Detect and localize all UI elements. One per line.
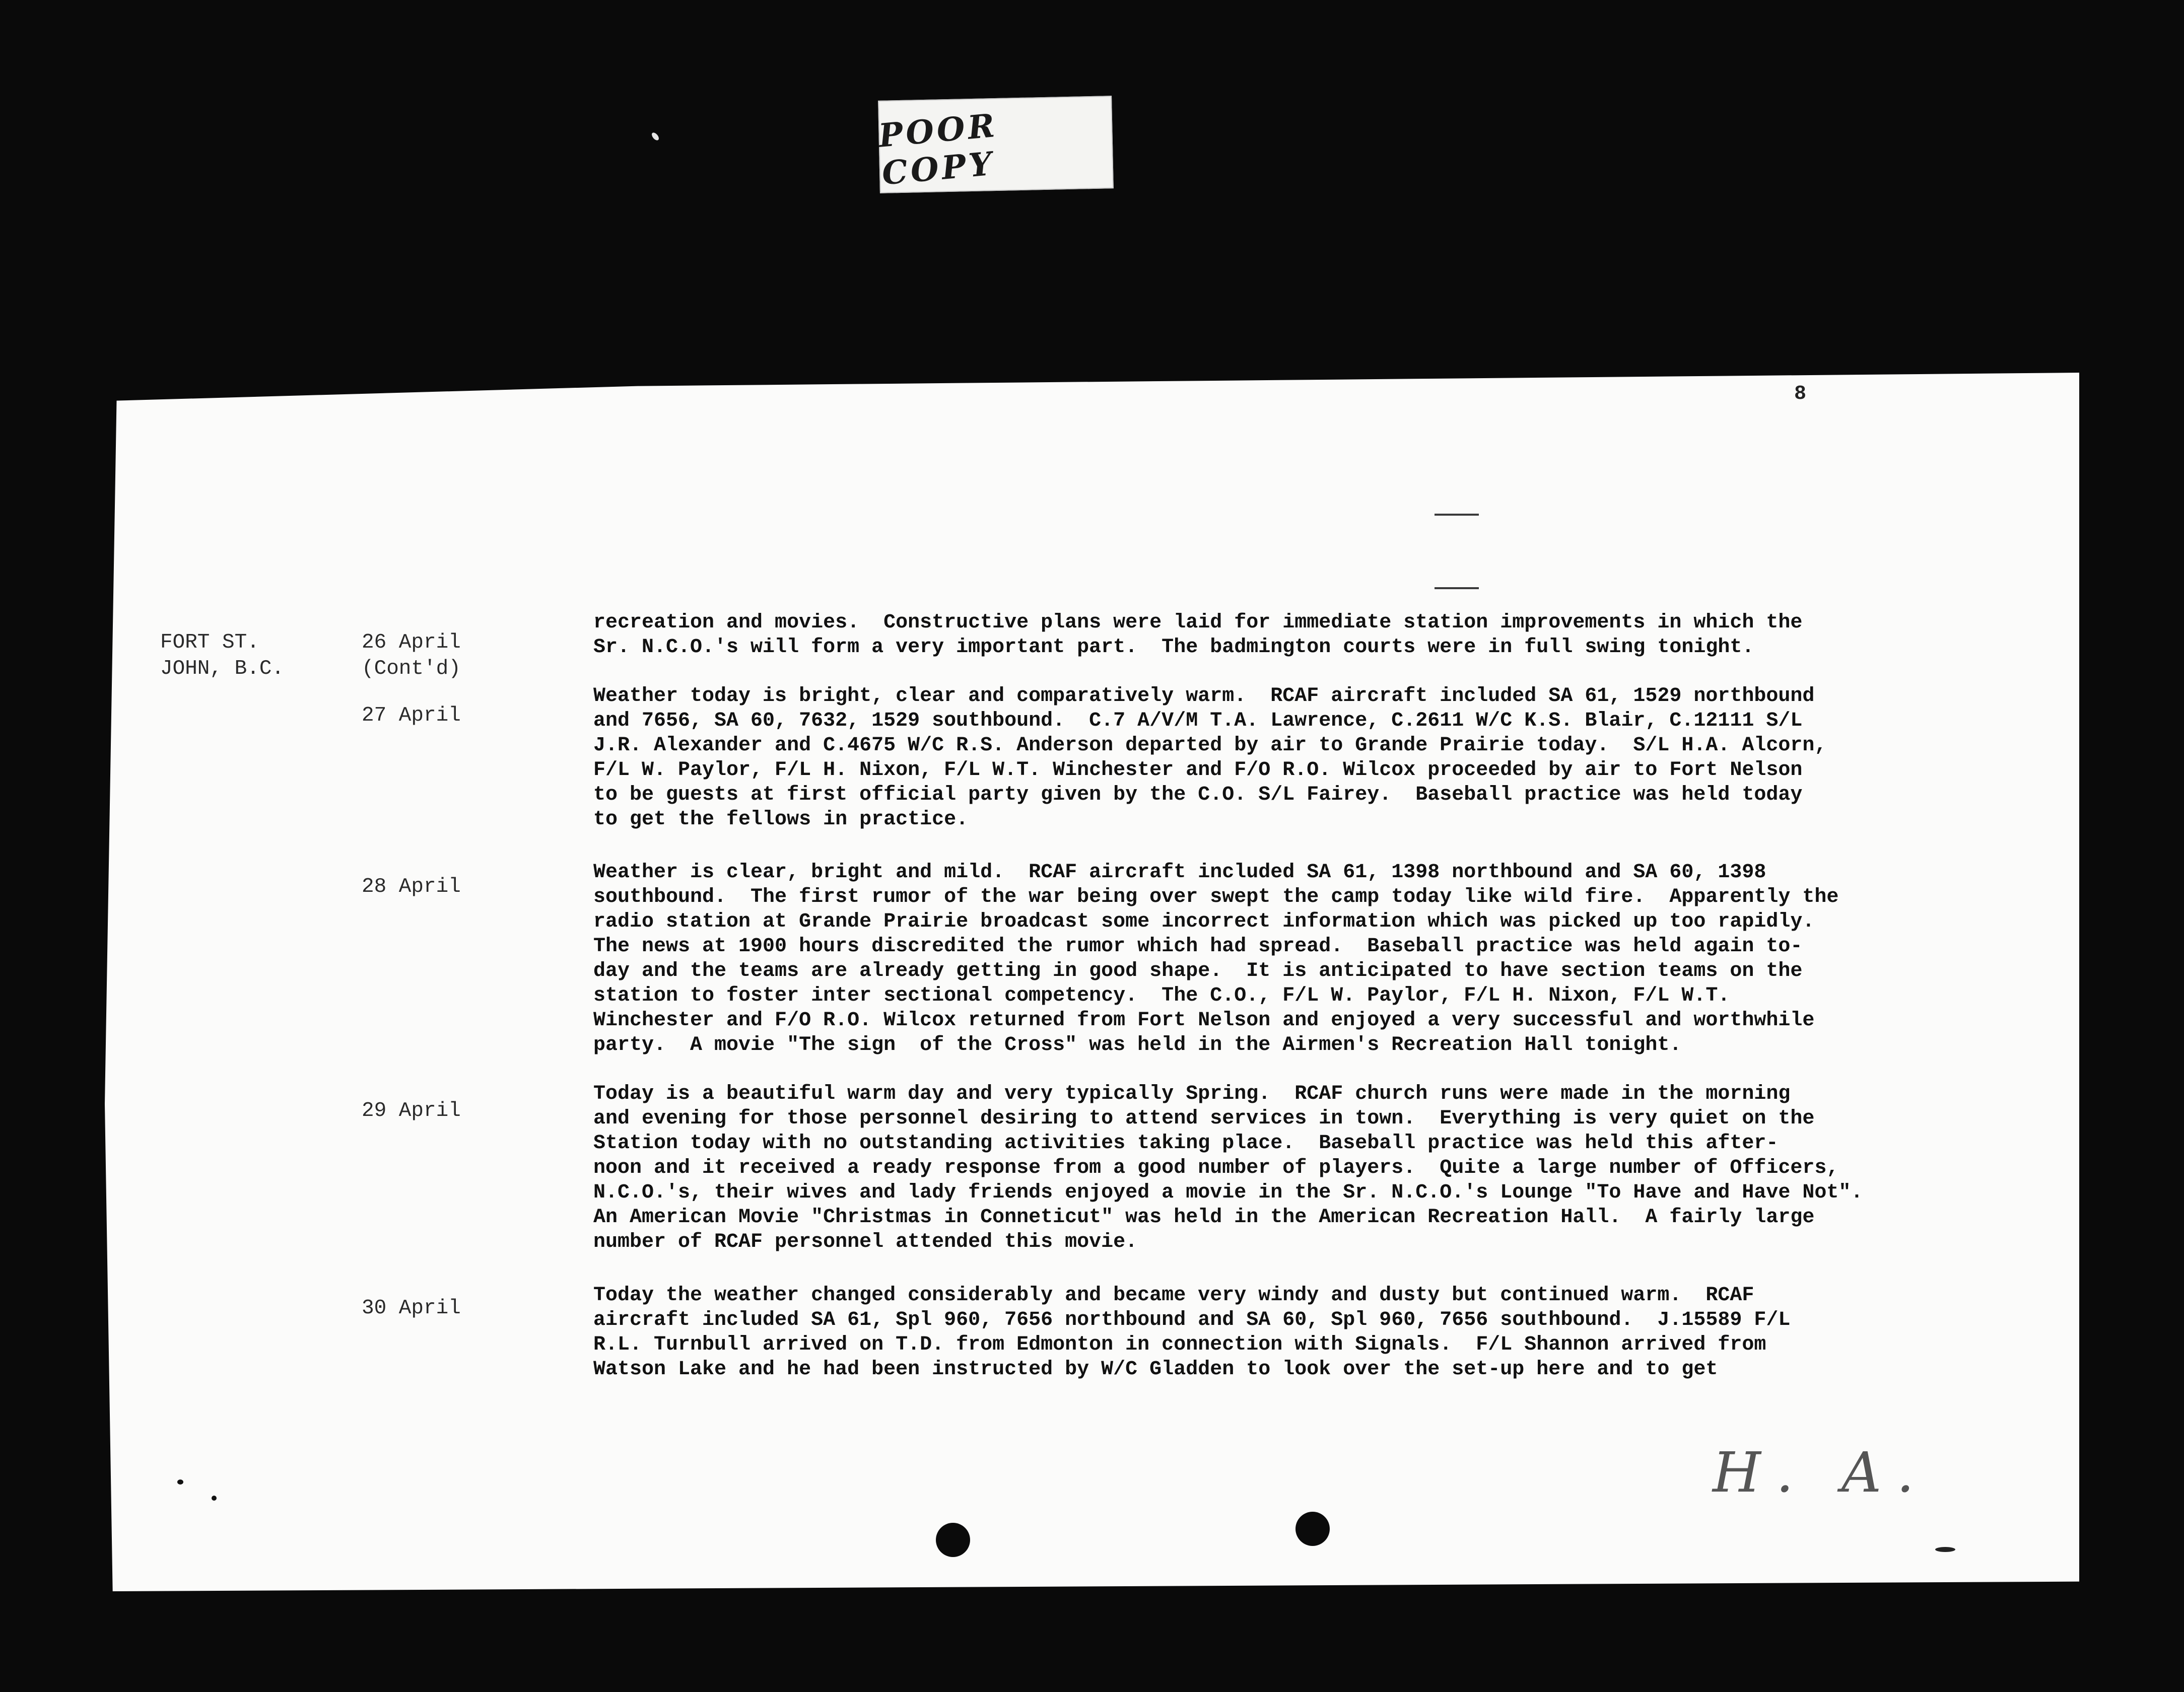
entry-line: F/L W. Paylor, F/L H. Nixon, F/L W.T. Winchester and F/O R.O. Wilcox proceeded by air to Fort Nelson [593, 759, 1803, 782]
punch-hole [1295, 1512, 1330, 1546]
entry-date-28-april [362, 874, 461, 900]
entry-line: N.C.O.'s, their wives and lady friends enjoyed a movie in the Sr. N.C.O.'s Lounge "To Have and Have Not". [593, 1181, 1863, 1204]
entry-body-26-april [593, 610, 1923, 660]
entry-line: Weather is clear, bright and mild. RCAF aircraft included SA 61, 1398 northbound and SA 60, 1398 [593, 861, 1766, 884]
entry-date-26-april [362, 629, 461, 682]
location-line-2: JOHN, B.C. [160, 657, 285, 680]
entry-line: southbound. The first rumor of the war being over swept the camp today like wild fire. Apparently the [593, 886, 1839, 908]
entry-line: Today the weather changed considerably and became very windy and dusty but continued warm. RCAF [593, 1284, 1754, 1307]
punch-hole [936, 1523, 970, 1557]
edge-speck [1935, 1547, 1955, 1552]
entry-line: noon and it received a ready response from a good number of players. Quite a large number of Officers, [593, 1157, 1839, 1179]
divider-rule [1435, 587, 1479, 589]
entry-body-27-april [593, 684, 1923, 832]
entry-date-29-april [362, 1098, 461, 1124]
page-number: 8 [1794, 383, 1807, 405]
entry-line: Sr. N.C.O.'s will form a very important part. The badmington courts were in full swing tonight. [593, 636, 1754, 659]
entry-date-text: 26 April [362, 631, 461, 654]
entry-date-continued: (Cont'd) [362, 657, 461, 680]
entry-line: number of RCAF personnel attended this movie. [593, 1231, 1138, 1253]
entry-line: party. A movie "The sign of the Cross" was held in the Airmen's Recreation Hall tonight. [593, 1034, 1682, 1056]
entry-line: to get the fellows in practice. [593, 808, 969, 831]
entry-line: Winchester and F/O R.O. Wilcox returned from Fort Nelson and enjoyed a very successful and worthwhile [593, 1009, 1815, 1032]
entry-date-text: 27 April [362, 704, 461, 727]
edge-speck [177, 1479, 183, 1485]
entry-line: Weather today is bright, clear and comparatively warm. RCAF aircraft included SA 61, 1529 northbound [593, 685, 1815, 708]
entry-line: station to foster inter sectional competency. The C.O., F/L W. Paylor, F/L H. Nixon, F/L W.T. [593, 984, 1730, 1007]
poor-copy-label [878, 96, 1114, 193]
location-line-1: FORT ST. [160, 631, 259, 654]
entry-date-27-april [362, 702, 461, 729]
entry-date-text: 30 April [362, 1297, 461, 1320]
edge-speck [212, 1496, 217, 1501]
entry-line: to be guests at first official party given by the C.O. S/L Fairey. Baseball practice was held today [593, 784, 1803, 806]
entry-date-text: 29 April [362, 1099, 461, 1122]
background-speck [650, 131, 660, 142]
entry-date-30-april [362, 1295, 461, 1321]
entry-body-28-april [593, 860, 1923, 1058]
entry-line: and evening for those personnel desiring to attend services in town. Everything is very quiet on the [593, 1107, 1815, 1130]
entry-line: The news at 1900 hours discredited the rumor which had spread. Baseball practice was held again to- [593, 935, 1803, 958]
entry-date-text: 28 April [362, 875, 461, 898]
entry-line: J.R. Alexander and C.4675 W/C R.S. Anderson departed by air to Grande Prairie today. S/L H.A. Alcorn, [593, 734, 1827, 757]
entry-body-29-april [593, 1082, 1923, 1254]
entry-line: Station today with no outstanding activities taking place. Baseball practice was held this after- [593, 1132, 1779, 1155]
entry-line: recreation and movies. Constructive plans were laid for immediate station improvements in which the [593, 611, 1803, 634]
poor-copy-label-text: POOR COPY [877, 106, 999, 193]
entry-line: An American Movie "Christmas in Conneticut" was held in the American Recreation Hall. A fairly large [593, 1206, 1815, 1229]
location-heading [160, 629, 284, 682]
entry-line: Today is a beautiful warm day and very typically Spring. RCAF church runs were made in the morning [593, 1083, 1791, 1105]
entry-line: and 7656, SA 60, 7632, 1529 southbound. C.7 A/V/M T.A. Lawrence, C.2611 W/C K.S. Blair, C.12111 S/L [593, 710, 1803, 732]
entry-line: day and the teams are already getting in good shape. It is anticipated to have section teams on the [593, 960, 1803, 982]
entry-line: aircraft included SA 61, Spl 960, 7656 northbound and SA 60, Spl 960, 7656 southbound. J.15589 F/L [593, 1309, 1791, 1331]
divider-rule [1435, 514, 1479, 516]
entry-line: R.L. Turnbull arrived on T.D. from Edmonton in connection with Signals. F/L Shannon arrived from [593, 1333, 1766, 1356]
entry-body-30-april [593, 1283, 1923, 1382]
entry-line: radio station at Grande Prairie broadcast some incorrect information which was picked up too rapidly. [593, 910, 1815, 933]
entry-line: Watson Lake and he had been instructed by W/C Gladden to look over the set-up here and to get [593, 1358, 1718, 1381]
handwritten-initials: H. A. [1713, 1440, 1930, 1505]
